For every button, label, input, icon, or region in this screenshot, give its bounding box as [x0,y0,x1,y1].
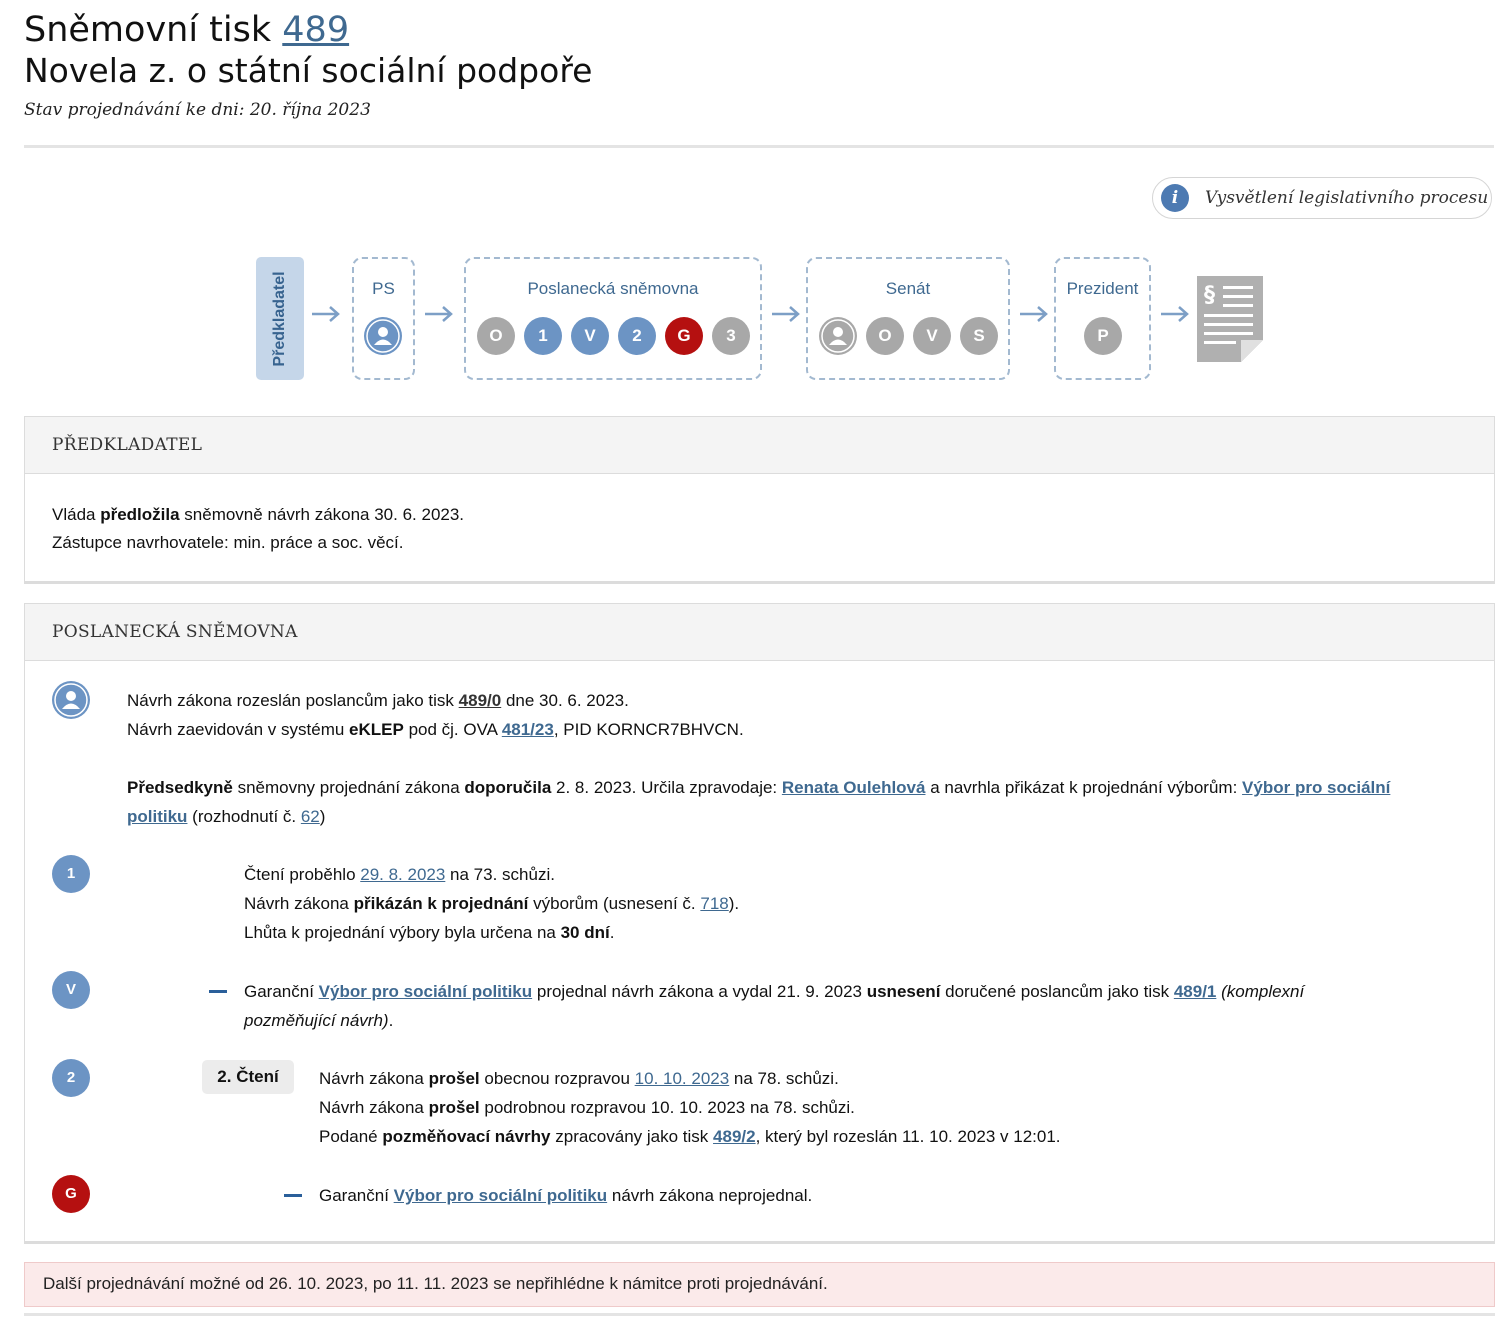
resolution-718-link[interactable]: 718 [700,894,729,913]
svg-text:§: § [1204,283,1215,308]
senate-node-v[interactable]: V [913,317,951,355]
submitter-panel-header [25,417,1494,474]
dash-icon [209,990,227,993]
print-489-0-link[interactable]: 489/0 [458,691,502,710]
submitter-line-2: Zástupce navrhovatele: min. práce a soc. věcí. [52,533,404,552]
law-document-icon[interactable] [1195,274,1265,364]
title-prefix: Sněmovní tisk [24,10,272,50]
chamber-panel-heading: POSLANECKÁ SNĚMOVNA [52,622,298,642]
step1-line-1: Čtení proběhlo 29. 8. 2023 na 73. schůzi. [244,865,555,884]
second-reading-tag: 2. Čtení [202,1060,294,1094]
chamber-node-2[interactable]: 2 [618,317,656,355]
step-node-v: V [52,971,90,1009]
submitter-stage[interactable] [256,257,304,380]
committee-link[interactable]: Výbor pro sociální politiku [318,982,533,1001]
senate-node-o[interactable]: O [866,317,904,355]
next-steps-alert-text: Další projednávání možné od 26. 10. 2023, po 11. 11. 2023 se nepřihlédne k námitce proti projednávání. [43,1274,828,1293]
arrow-right-icon [771,304,801,324]
bottom-divider [24,1313,1495,1316]
committee-link[interactable]: Výbor pro sociální [1242,778,1391,797]
decision-62-link[interactable]: 62 [300,807,320,826]
ps-stage[interactable] [352,257,415,380]
next-steps-alert [24,1262,1495,1307]
reading-date-link[interactable]: 29. 8. 2023 [360,865,446,884]
print-number-link[interactable]: 489 [282,10,350,50]
intro-line-4: politiku (rozhodnutí č. 62) [127,807,326,826]
committee-link-cont[interactable]: politiku [127,807,188,826]
chamber-stage-label: Poslanecká sněmovna [527,279,699,298]
chamber-stage[interactable] [464,257,762,380]
president-node-p[interactable]: P [1084,317,1122,355]
dash-icon [284,1194,302,1197]
print-489-2-link[interactable]: 489/2 [713,1127,756,1146]
chamber-node-v[interactable]: V [571,317,609,355]
page-title [24,10,349,50]
president-stage[interactable] [1054,257,1151,380]
submitter-panel [24,416,1495,584]
arrow-right-icon [1160,304,1190,324]
eklep-ref-link[interactable]: 481/23 [501,720,554,739]
intro-line-3: Předsedkyně sněmovny projednání zákona doporučila 2. 8. 2023. Určila zpravodaje: Renata Oulehlová a navrhla přikázat k projednání výborům: Výbor pro sociální [127,778,1391,797]
print-489-1-link[interactable]: 489/1 [1173,982,1217,1001]
page-subtitle: Novela z. o státní sociální podpoře [24,51,593,90]
ps-stage-label: PS [372,279,395,298]
intro-line-1: Návrh zákona rozeslán poslancům jako tisk 489/0 dne 30. 6. 2023. [127,691,629,710]
arrow-right-icon [1019,304,1049,324]
process-help-button[interactable] [1152,177,1492,219]
ps-person-icon[interactable] [364,317,402,355]
info-icon: i [1161,184,1189,212]
rapporteur-link[interactable]: Renata Oulehlová [781,778,926,797]
arrow-right-icon [424,304,454,324]
person-icon [52,681,90,719]
step-node-1: 1 [52,855,90,893]
step2-line-2: Návrh zákona prošel podrobnou rozpravou 10. 10. 2023 na 78. schůzi. [319,1098,855,1117]
chamber-node-3[interactable]: 3 [712,317,750,355]
senate-stage-label: Senát [885,279,931,298]
step-node-2: 2 [52,1059,90,1097]
step2-line-1: Návrh zákona prošel obecnou rozpravou 10. 10. 2023 na 78. schůzi. [319,1069,839,1088]
status-date: Stav projednávání ke dni: 20. října 2023 [24,100,371,120]
senate-stage[interactable] [806,257,1010,380]
arrow-right-icon [311,304,341,324]
process-help-label: Vysvětlení legislativního procesu [1205,188,1489,208]
step1-line-3: Lhůta k projednání výbory byla určena na 30 dní. [244,923,615,942]
stepg-line-1: Garanční Výbor pro sociální politiku návrh zákona neprojednal. [319,1186,813,1205]
chamber-node-g[interactable]: G [665,317,703,355]
header-divider [24,145,1494,148]
submitter-stage-label: Předkladatel [271,271,288,367]
senate-node-s[interactable]: S [960,317,998,355]
step1-line-2: Návrh zákona přikázán k projednání výborům (usnesení č. 718). [244,894,740,913]
submitter-line-1: Vláda předložila sněmovně návrh zákona 30. 6. 2023. [52,505,465,524]
president-stage-label: Prezident [1066,279,1139,298]
chamber-panel [24,603,1495,1244]
step2-line-3: Podané pozměňovací návrhy zpracovány jako tisk 489/2, který byl rozeslán 11. 10. 2023 v 12:01. [319,1127,1061,1146]
intro-line-2: Návrh zaevidován v systému eKLEP pod čj. OVA 481/23, PID KORNCR7BHVCN. [127,720,744,739]
chamber-node-o[interactable]: O [477,317,515,355]
debate-date-link[interactable]: 10. 10. 2023 [634,1069,730,1088]
committee-link[interactable]: Výbor pro sociální politiku [393,1186,608,1205]
stepv-line-2: pozměňující návrh). [244,1011,394,1030]
chamber-panel-header [25,604,1494,661]
submitter-panel-heading: PŘEDKLADATEL [52,435,203,455]
step-node-g: G [52,1175,90,1213]
chamber-node-1[interactable]: 1 [524,317,562,355]
stepv-line-1: Garanční Výbor pro sociální politiku projednal návrh zákona a vydal 21. 9. 2023 usnesení doručené poslancům jako tisk 489/1 (komplexní [244,982,1305,1001]
senate-person-icon[interactable] [819,317,857,355]
